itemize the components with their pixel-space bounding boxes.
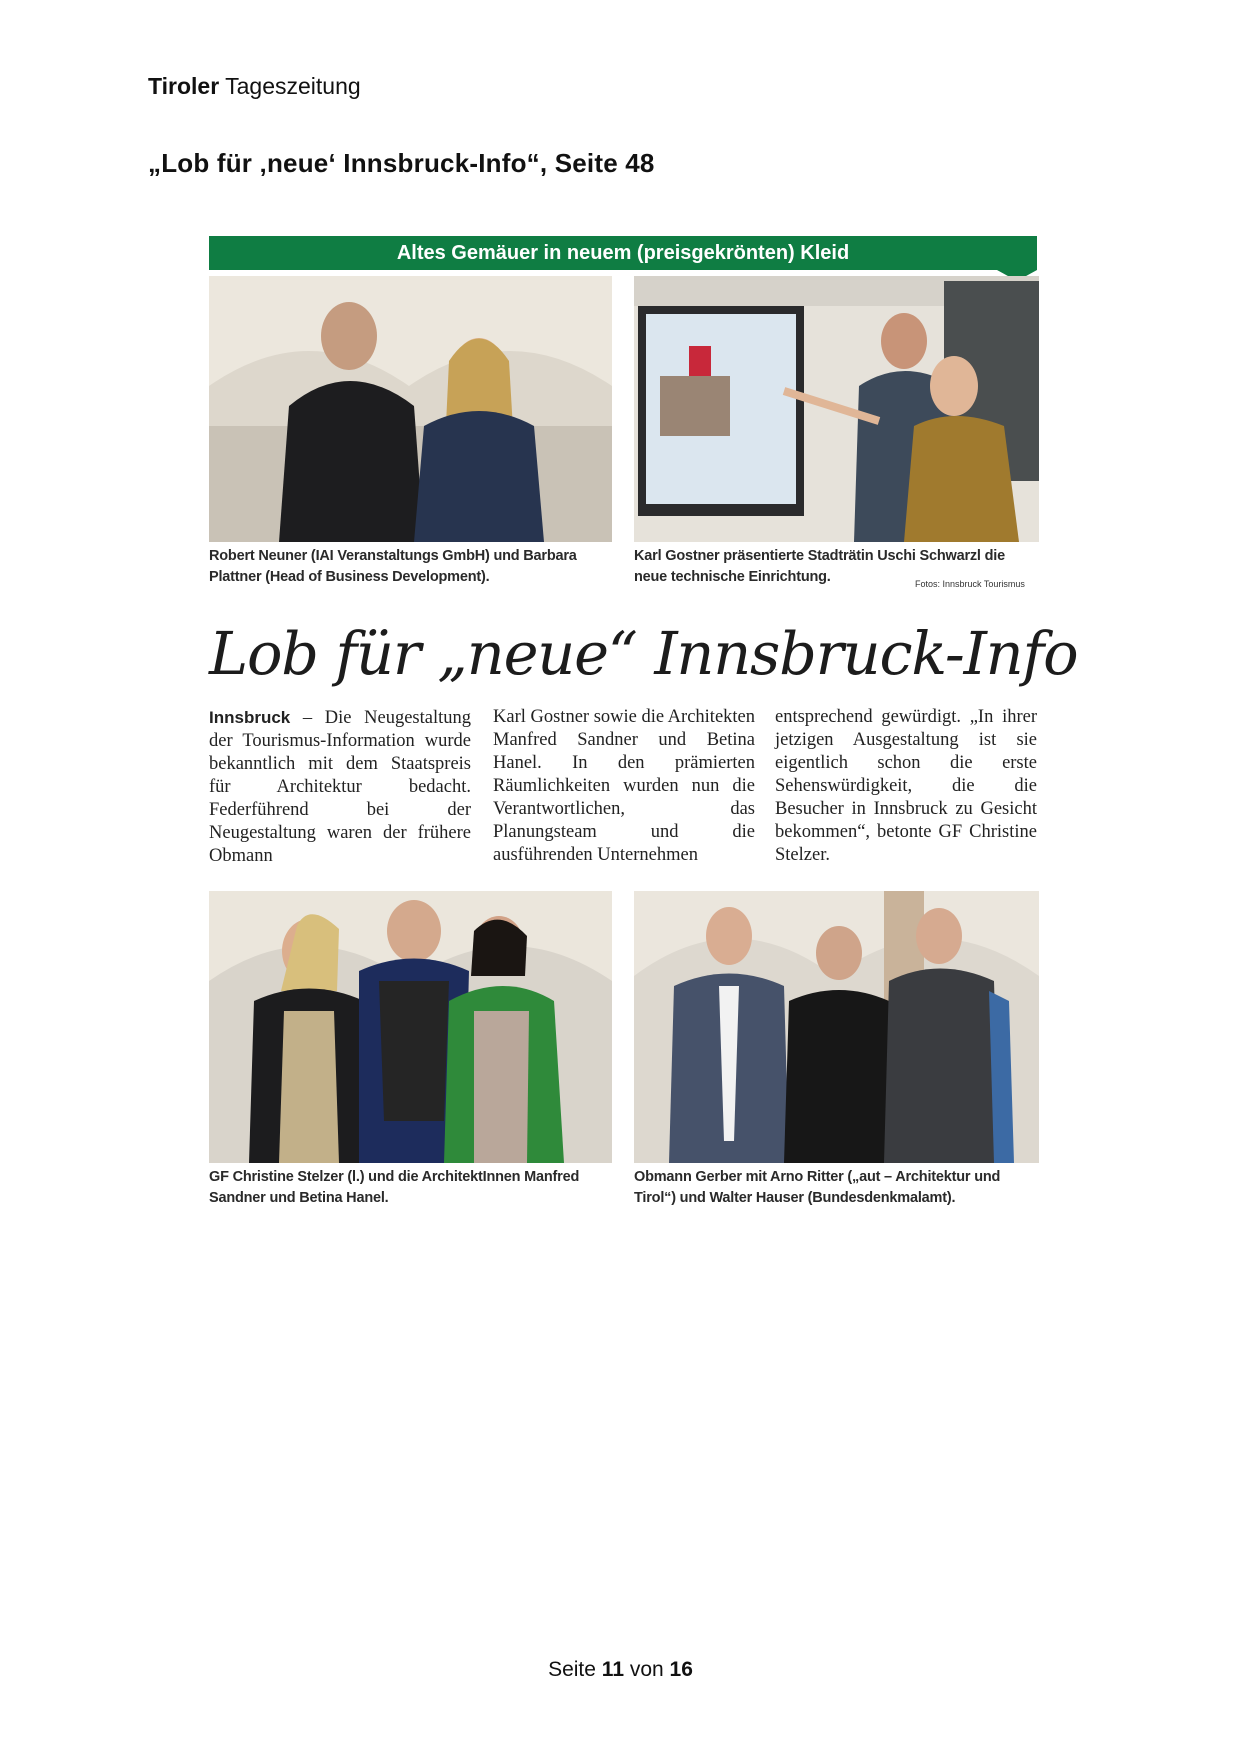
newspaper-clipping — [209, 236, 1078, 1216]
caption-bottom-right: Obmann Gerber mit Arno Ritter („aut – Architektur und Tirol“) und Walter Hauser (Bundesdenkmalamt). — [634, 1169, 1001, 1206]
location-dash: – — [290, 708, 325, 728]
body-column-1-text: Die Neugestaltung der Tourismus-Information wurde bekanntlich mit dem Staatspreis für Architektur bedacht. Federführend bei der Neugestaltung waren der frühere Obmann — [209, 708, 471, 866]
page-total: 16 — [669, 1658, 693, 1681]
body-column-2: Karl Gostner sowie die Architekten Manfred Sandner und Betina Hanel. In den prämierten Räumlichkeiten wurden nun die Verantwortlichen, das Planungsteam und die ausführenden Unternehmen — [493, 707, 756, 865]
caption-bottom-left: GF Christine Stelzer (l.) und die ArchitektInnen Manfred Sandner und Betina Hanel. — [209, 1169, 580, 1206]
page-current: 11 — [601, 1658, 624, 1681]
article-title: „Lob für ‚neue‘ Innsbruck-Info“, Seite 48 — [148, 148, 655, 178]
body-column-3: entsprechend gewürdigt. „In ihrer jetzigen Ausgestaltung ist sie eigentlich schon die erste Sehenswürdigkeit, die die Besucher in Innsbruck zu Gesicht bekommen“, betonte GF Christine Stelzer. — [775, 707, 1037, 865]
location-label: Innsbruck — [209, 708, 291, 727]
headline: Lob für „neue“ Innsbruck-Info — [209, 619, 1078, 688]
body-column-1 — [209, 706, 471, 868]
masthead-brand: Tiroler — [148, 73, 220, 99]
photo-bottom-left — [209, 891, 612, 1163]
caption-top-left: Robert Neuner (IAI Veranstaltungs GmbH) und Barbara Plattner (Head of Business Development). — [209, 548, 577, 585]
masthead — [148, 73, 361, 100]
photo-bottom-right — [634, 891, 1039, 1163]
masthead-name: Tageszeitung — [225, 73, 361, 99]
section-banner: Altes Gemäuer in neuem (preisgekrönten) Kleid — [209, 236, 1037, 270]
photo-credit: Fotos: Innsbruck Tourismus — [915, 579, 1025, 589]
page-middle: von — [629, 1658, 664, 1681]
page-number — [0, 1658, 1241, 1682]
photo-top-left — [209, 276, 612, 542]
page-prefix: Seite — [548, 1658, 596, 1681]
article-body — [209, 706, 1039, 876]
photo-top-right — [634, 276, 1039, 542]
caption-top-right: Karl Gostner präsentierte Stadträtin Uschi Schwarzl die neue technische Einrichtung. — [634, 548, 1005, 585]
